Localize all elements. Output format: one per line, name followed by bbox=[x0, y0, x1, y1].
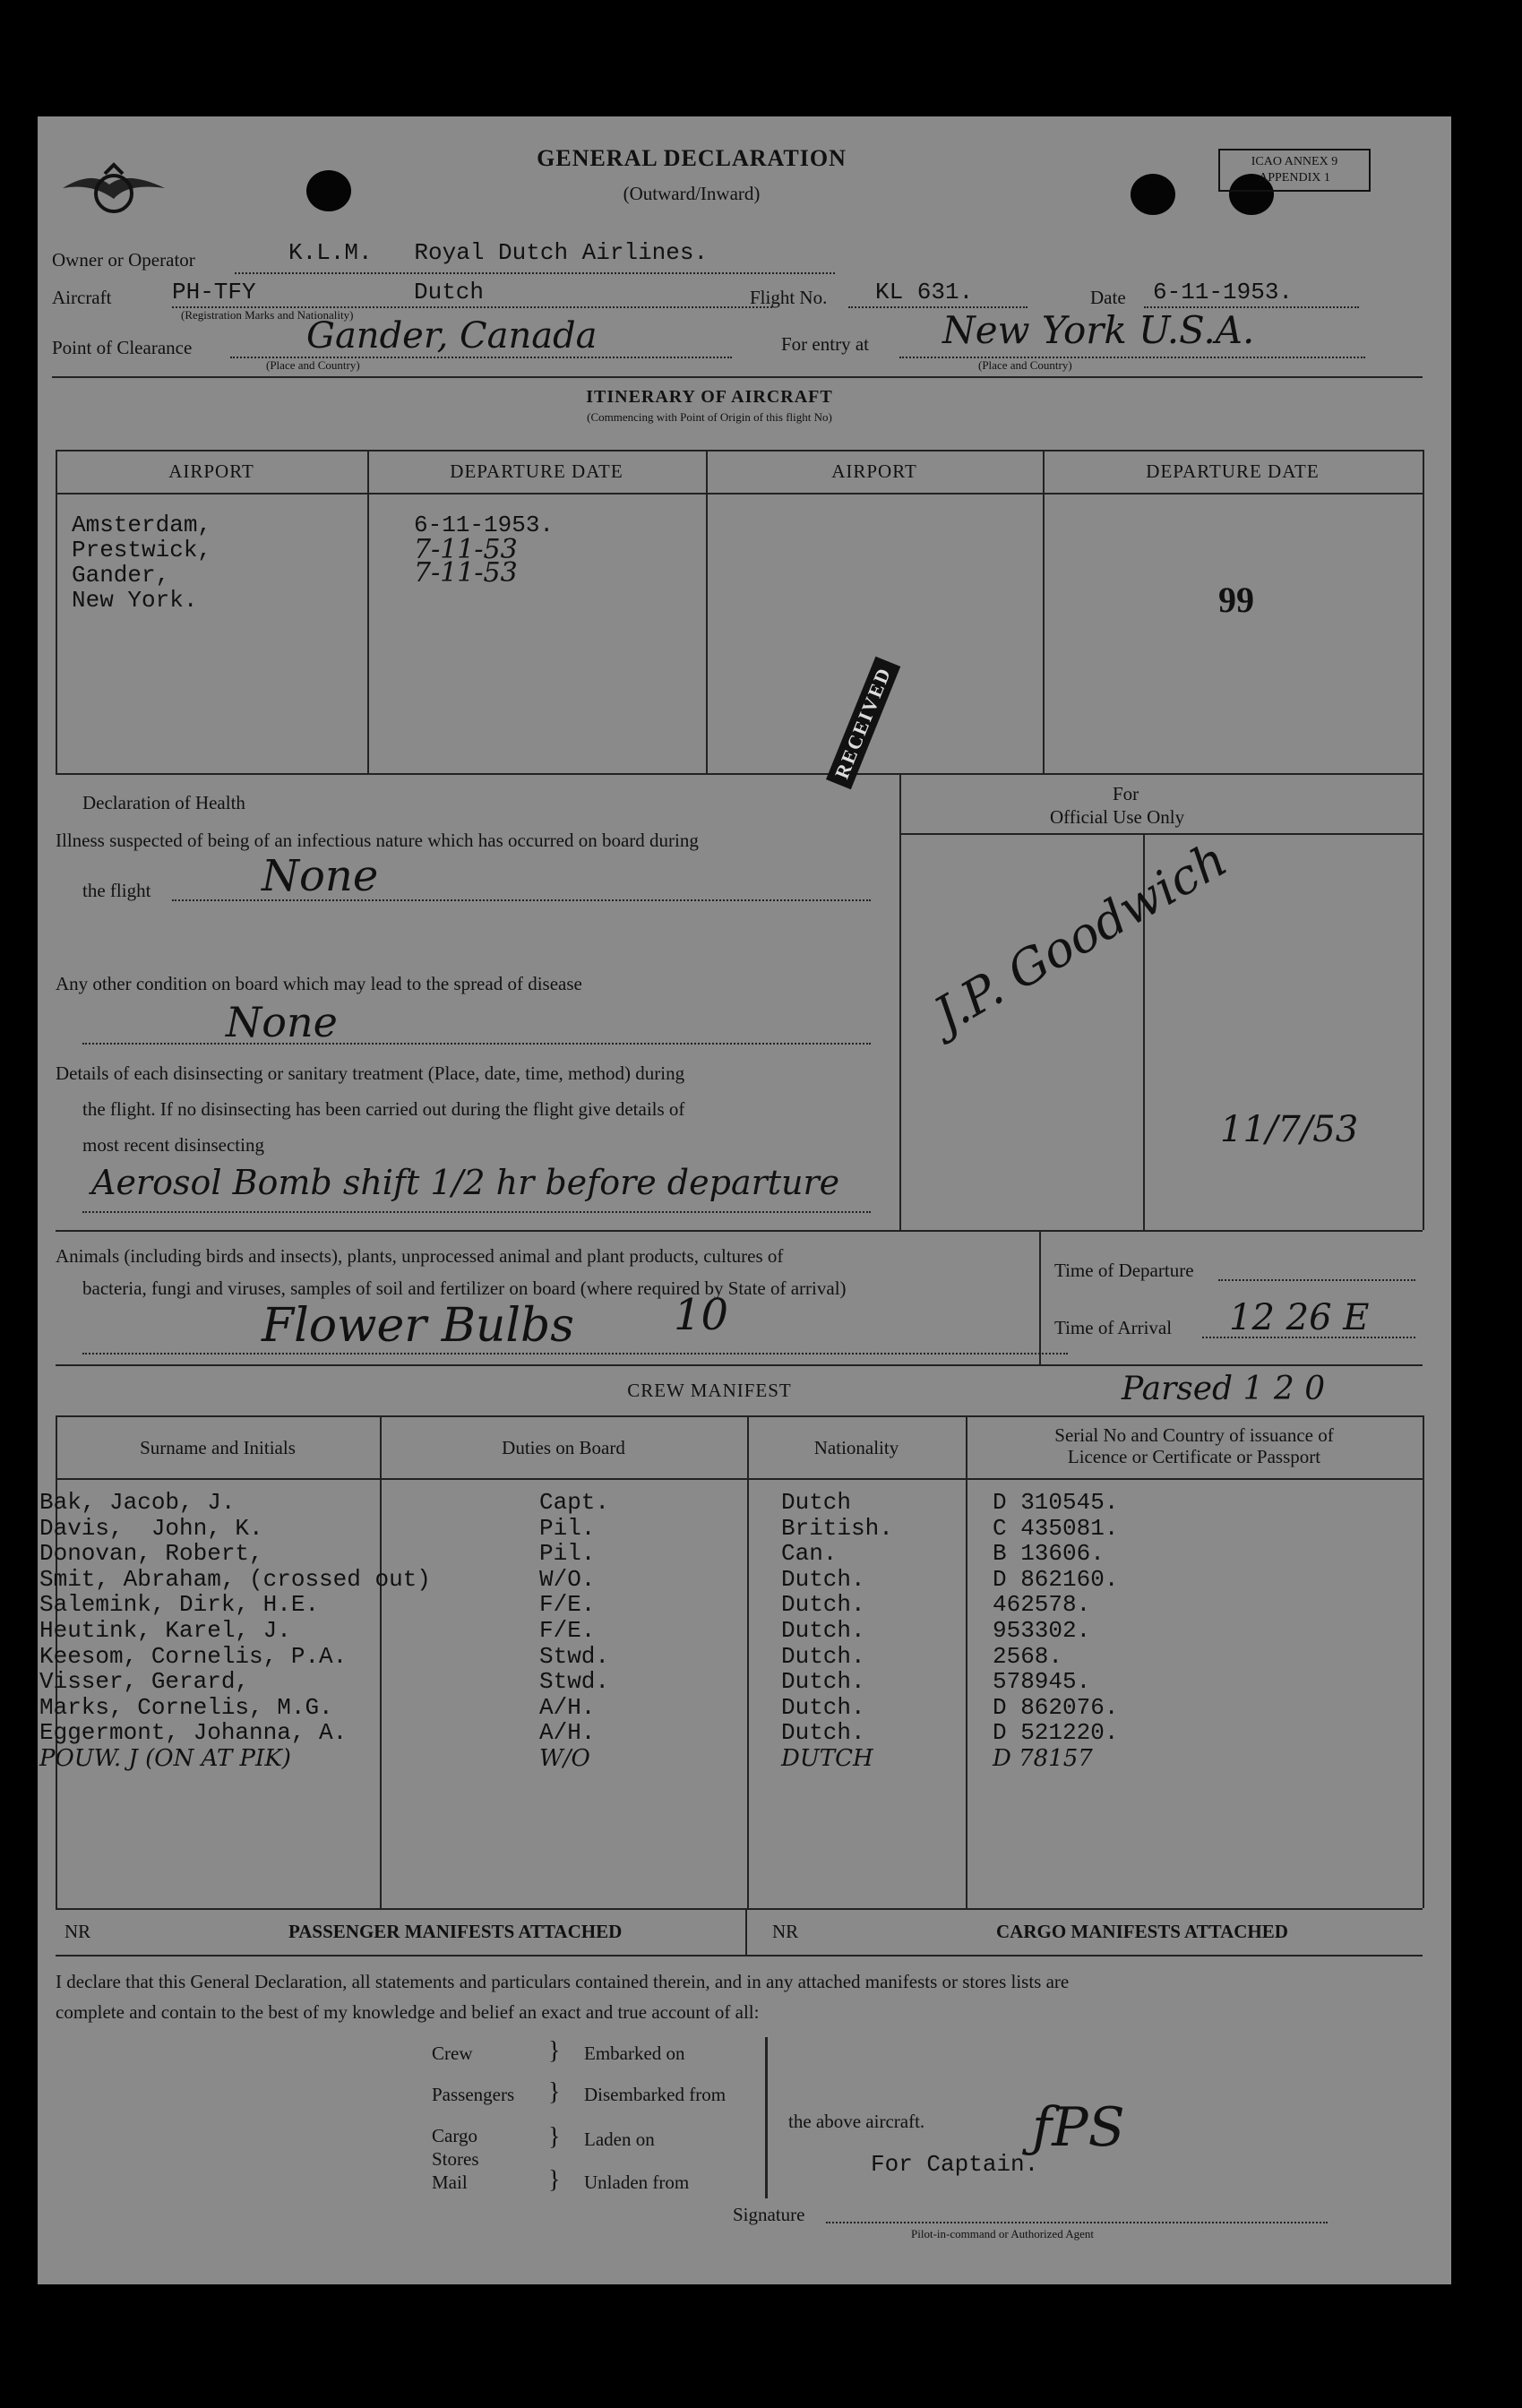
crew-duty: F/E. bbox=[539, 1591, 596, 1619]
crew-serial: C 435081. bbox=[993, 1514, 1119, 1542]
crew-title: CREW MANIFEST bbox=[627, 1380, 792, 1401]
brace-icon: } bbox=[548, 2078, 561, 2106]
crew-duty: F/E. bbox=[539, 1617, 596, 1644]
klm-logo-icon bbox=[56, 152, 172, 224]
disinsect-label-2: the flight. If no disinsecting has been carried out during the flight give details of bbox=[82, 1098, 685, 1120]
crew-nationality: Dutch. bbox=[781, 1719, 865, 1747]
col-departure-2: DEPARTURE DATE bbox=[1146, 460, 1320, 482]
itinerary-date: 7-11-53 bbox=[414, 557, 518, 589]
crew-nationality: Dutch. bbox=[781, 1565, 865, 1593]
crew-duty: Capt. bbox=[539, 1489, 610, 1516]
animals-label: Animals (including birds and insects), plants, unprocessed animal and plant products, cultures of bbox=[56, 1245, 784, 1267]
col-departure-1: DEPARTURE DATE bbox=[450, 460, 623, 482]
animals-label-2: bacteria, fungi and viruses, samples of soil and fertilizer on board (where required by State of arrival) bbox=[82, 1277, 847, 1299]
entry-value: New York U.S.A. bbox=[942, 308, 1255, 352]
crew-serial: D 521220. bbox=[993, 1719, 1119, 1747]
itinerary-airport: Prestwick, bbox=[72, 537, 212, 563]
crew-col-nationality: Nationality bbox=[813, 1437, 899, 1458]
aircraft-note: (Registration Marks and Nationality) bbox=[181, 308, 354, 322]
brace-icon: } bbox=[548, 2123, 561, 2151]
crew-serial: D 862160. bbox=[993, 1565, 1119, 1593]
crew-serial: D 78157 bbox=[993, 1745, 1093, 1772]
decl-unladen: Unladen from bbox=[584, 2172, 690, 2193]
crew-serial: 953302. bbox=[993, 1617, 1091, 1644]
official-title: For bbox=[1113, 783, 1139, 804]
aircraft-registration: PH-TFY bbox=[172, 279, 256, 305]
decl-stores: Stores bbox=[432, 2148, 479, 2170]
form-title: GENERAL DECLARATION bbox=[537, 145, 847, 171]
other-condition-value: None bbox=[226, 998, 338, 1046]
crew-name: Bak, Jacob, J. bbox=[39, 1489, 236, 1516]
aircraft-label: Aircraft bbox=[52, 287, 112, 308]
arrival-note: Parsed 1 2 0 bbox=[1122, 1371, 1326, 1407]
signature-label: Signature bbox=[733, 2204, 805, 2225]
annex-box: ICAO ANNEX 9 APPENDIX 1 bbox=[1218, 149, 1371, 192]
clearance-note: (Place and Country) bbox=[266, 358, 360, 372]
crew-name: Salemink, Dirk, H.E. bbox=[39, 1591, 320, 1619]
crew-col-serial-2: Licence or Certificate or Passport bbox=[1067, 1446, 1321, 1467]
departure-time-label: Time of Departure bbox=[1054, 1260, 1194, 1281]
crew-nationality: Can. bbox=[781, 1540, 838, 1568]
crew-duty: W/O. bbox=[539, 1565, 596, 1593]
date-value: 6-11-1953. bbox=[1153, 279, 1294, 305]
other-condition-label: Any other condition on board which may lead to the spread of disease bbox=[56, 973, 582, 994]
crew-nationality: Dutch bbox=[781, 1489, 852, 1516]
crew-nationality: Dutch. bbox=[781, 1642, 865, 1670]
crew-col-serial: Serial No and Country of issuance of bbox=[1054, 1424, 1334, 1446]
signature-note: Pilot-in-command or Authorized Agent bbox=[911, 2227, 1094, 2240]
date-label: Date bbox=[1090, 287, 1126, 308]
crew-name: Keesom, Cornelis, P.A. bbox=[39, 1642, 348, 1670]
nr-label-2: NR bbox=[772, 1921, 799, 1942]
crew-serial: 462578. bbox=[993, 1591, 1091, 1619]
arrival-time-value: 12 26 E bbox=[1229, 1297, 1370, 1338]
itinerary-title: ITINERARY OF AIRCRAFT bbox=[586, 387, 833, 407]
itinerary-date: 6-11-1953. bbox=[414, 512, 555, 538]
decl-laden: Laden on bbox=[584, 2128, 655, 2150]
official-signature: J.P. Goodwich bbox=[924, 830, 1237, 1044]
official-date: 11/7/53 bbox=[1220, 1109, 1359, 1150]
col-airport-1: AIRPORT bbox=[168, 460, 254, 482]
col-airport-2: AIRPORT bbox=[831, 460, 917, 482]
decl-embarked: Embarked on bbox=[584, 2042, 685, 2064]
itinerary-airport: Amsterdam, bbox=[72, 512, 212, 538]
illness-label-2: the flight bbox=[82, 880, 151, 901]
crew-nationality: Dutch. bbox=[781, 1693, 865, 1721]
passenger-manifests: PASSENGER MANIFESTS ATTACHED bbox=[288, 1921, 623, 1942]
illness-value: None bbox=[262, 851, 379, 901]
brace-icon: } bbox=[548, 2166, 561, 2194]
received-stamp: RECEIVED bbox=[826, 657, 900, 790]
disinsect-label: Details of each disinsecting or sanitary treatment (Place, date, time, method) during bbox=[56, 1062, 685, 1084]
disinsect-label-3: most recent disinsecting bbox=[82, 1134, 264, 1156]
crew-name: Eggermont, Johanna, A. bbox=[39, 1719, 348, 1747]
document-page bbox=[38, 116, 1451, 2284]
nr-label: NR bbox=[64, 1921, 91, 1942]
crew-serial: B 13606. bbox=[993, 1540, 1105, 1568]
for-captain: For Captain. bbox=[871, 2151, 1039, 2178]
flight-label: Flight No. bbox=[750, 287, 828, 308]
decl-passengers: Passengers bbox=[432, 2084, 515, 2105]
declaration-text-2: complete and contain to the best of my knowledge and belief an exact and true account of all: bbox=[56, 2001, 760, 2023]
crew-duty: Pil. bbox=[539, 1540, 596, 1568]
crew-nationality: Dutch. bbox=[781, 1617, 865, 1644]
punch-hole bbox=[306, 170, 351, 211]
punch-hole bbox=[1131, 174, 1175, 215]
crew-name: POUW. J (ON AT PIK) bbox=[39, 1745, 291, 1772]
crew-serial: 2568. bbox=[993, 1642, 1063, 1670]
disinsect-value: Aerosol Bomb shift 1/2 hr before departure bbox=[91, 1163, 840, 1202]
crew-nationality: British. bbox=[781, 1514, 893, 1542]
cargo-manifests: CARGO MANIFESTS ATTACHED bbox=[996, 1921, 1288, 1942]
arrival-time-label: Time of Arrival bbox=[1054, 1317, 1173, 1338]
crew-duty: A/H. bbox=[539, 1719, 596, 1747]
entry-label: For entry at bbox=[781, 333, 869, 355]
flight-value: KL 631. bbox=[875, 279, 974, 305]
itinerary-subtitle: (Commencing with Point of Origin of this flight No) bbox=[587, 410, 832, 424]
official-title-2: Official Use Only bbox=[1050, 806, 1185, 828]
itinerary-date: 7-11-53 bbox=[414, 534, 518, 565]
crew-nationality: Dutch. bbox=[781, 1668, 865, 1696]
animals-value: Flower Bulbs bbox=[262, 1299, 574, 1353]
decl-cargo: Cargo bbox=[432, 2125, 477, 2146]
crew-name: Donovan, Robert, bbox=[39, 1540, 263, 1568]
crew-duty: Stwd. bbox=[539, 1642, 610, 1670]
crew-duty: Stwd. bbox=[539, 1668, 610, 1696]
health-title: Declaration of Health bbox=[82, 792, 245, 813]
crew-nationality: Dutch. bbox=[781, 1591, 865, 1619]
entry-note: (Place and Country) bbox=[978, 358, 1072, 372]
decl-disembarked: Disembarked from bbox=[584, 2084, 727, 2105]
crew-serial: D 310545. bbox=[993, 1489, 1119, 1516]
crew-name: Smit, Abraham, (crossed out) bbox=[39, 1565, 431, 1593]
clearance-value: Gander, Canada bbox=[306, 315, 598, 357]
decl-crew: Crew bbox=[432, 2042, 473, 2064]
captain-signature-icon: ƒPS bbox=[1032, 2096, 1125, 2159]
form-subtitle: (Outward/Inward) bbox=[623, 183, 761, 204]
crew-serial: D 862076. bbox=[993, 1693, 1119, 1721]
clearance-label: Point of Clearance bbox=[52, 337, 193, 358]
itinerary-airport: Gander, bbox=[72, 562, 170, 589]
crew-duty: W/O bbox=[539, 1745, 590, 1772]
crew-name: Visser, Gerard, bbox=[39, 1668, 250, 1696]
crew-name: Heutink, Karel, J. bbox=[39, 1617, 291, 1644]
crew-serial: 578945. bbox=[993, 1668, 1091, 1696]
declaration-text: I declare that this General Declaration, all statements and particulars contained therein, and in any attached manifests or stores lists are bbox=[56, 1971, 1070, 1992]
decl-mail: Mail bbox=[432, 2172, 468, 2193]
aircraft-nationality: Dutch bbox=[414, 279, 485, 305]
crew-duty: A/H. bbox=[539, 1693, 596, 1721]
crew-col-name: Surname and Initials bbox=[140, 1437, 296, 1458]
crew-col-duty: Duties on Board bbox=[502, 1437, 625, 1458]
illness-label: Illness suspected of being of an infectious nature which has occurred on board during bbox=[56, 830, 699, 851]
page-number: 99 bbox=[1218, 580, 1254, 620]
crew-nationality: DUTCH bbox=[781, 1745, 873, 1772]
crew-duty: Pil. bbox=[539, 1514, 596, 1542]
crew-name: Marks, Cornelis, M.G. bbox=[39, 1693, 333, 1721]
decl-above-aircraft: the above aircraft. bbox=[788, 2111, 925, 2132]
animals-count: 10 bbox=[674, 1290, 729, 1340]
brace-icon: } bbox=[548, 2037, 561, 2065]
itinerary-airport: New York. bbox=[72, 587, 198, 614]
owner-label: Owner or Operator bbox=[52, 249, 195, 271]
crew-name: Davis, John, K. bbox=[39, 1514, 263, 1542]
owner-value: K.L.M. Royal Dutch Airlines. bbox=[288, 239, 709, 266]
